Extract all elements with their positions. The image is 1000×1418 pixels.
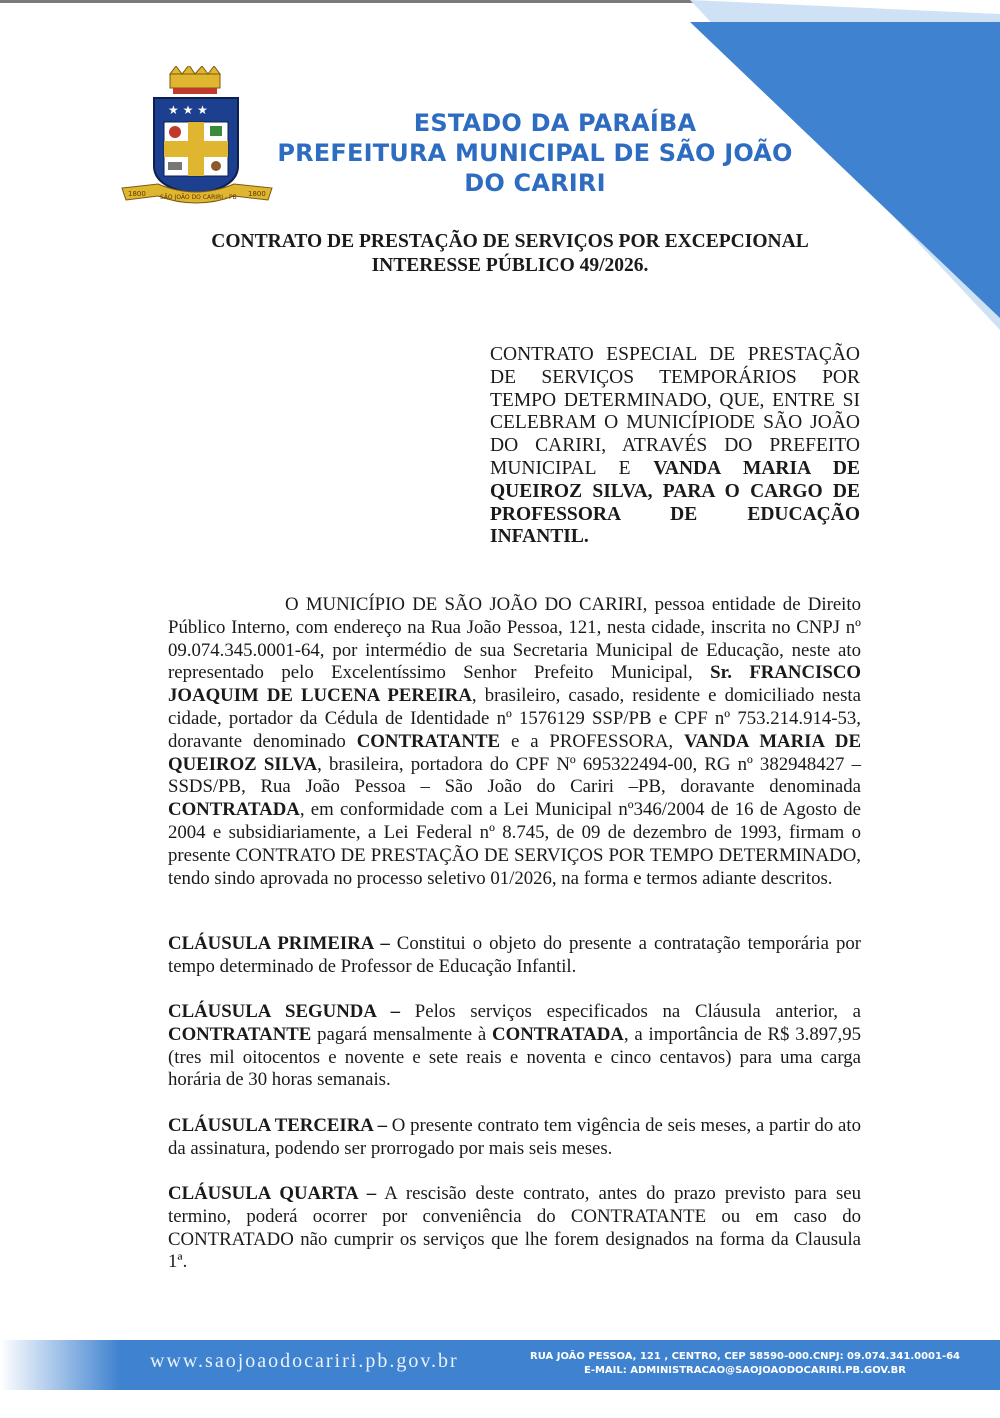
clause-first [168, 933, 861, 979]
summary-text: MUNICIPAL E [490, 457, 654, 479]
contratante-label: CONTRATANTE [356, 730, 501, 752]
title-line-2: INTERESSE PÚBLICO 49/2026. [371, 255, 649, 276]
summary-bold: QUEIROZ SILVA, PARA O CARGO DE [490, 480, 860, 502]
clause-text: , a importância de R$ 3.897,95 (tres mil oitocentos e novente e sete reais e noventa e cinco centavos) para uma carga horária de 30 horas semanais. [168, 1023, 861, 1091]
footer-email[interactable]: E-MAIL: ADMINISTRACAO@SAOJOAODOCARIRI.PB.GOV.BR [583, 1365, 906, 1376]
clause-bold: CONTRATADA [492, 1023, 624, 1045]
clause-text: Pelos serviços especificados na Cláusula anterior, a [400, 1001, 862, 1022]
preamble-text: , em conformidade com a Lei Municipal nº346/2004 de 16 de Agosto de 2004 e subsidiariamente, a Lei Federal nº 8.745, de 09 de dezembro de 1993, firmam o presente CONTRATO DE PRESTAÇÃO DE SERVIÇOS POR TEMPO DETERMINADO, tendo sindo aprovada no processo seletivo 01/2026, na forma e termos adiante descritos. [168, 799, 861, 889]
preamble-text: e a PROFESSORA, [500, 730, 685, 752]
summary-line [490, 504, 860, 527]
summary-line: DO CARIRI, ATRAVÉS DO PREFEITO [490, 435, 860, 457]
clause-third [168, 1115, 861, 1161]
preamble-text: O MUNICÍPIO DE SÃO JOÃO DO CARIRI, pessoa entidade de Direito Público Interno, com endereço na Rua João Pessoa, 121, nesta cidade, inscrita no CNPJ nº 09.074.345.0001-64, por intermédio de sua Secretaria Municipal de Educação, neste ato representado pelo Excelentíssimo Senhor Prefeito Municipal, [168, 594, 861, 684]
svg-text:1800: 1800 [128, 190, 146, 198]
svg-text:SÃO JOÃO DO CARIRI - PB: SÃO JOÃO DO CARIRI - PB [160, 194, 237, 201]
contratada-label: CONTRATADA [168, 799, 300, 821]
teacher-name: VANDA MARIA DE QUEIROZ SILVA [168, 730, 862, 775]
clause-heading: CLÁUSULA TERCEIRA – [168, 1115, 387, 1136]
clause-second [168, 1001, 861, 1092]
preamble-paragraph [168, 594, 861, 890]
clause-text: O presente contrato tem vigência de seis meses, a partir do ato da assinatura, podendo ser prorrogado por mais seis meses. [168, 1115, 861, 1159]
footer-contact [530, 1350, 960, 1378]
contract-title [160, 230, 860, 278]
svg-text:1800: 1800 [248, 190, 266, 198]
summary-bold: INFANTIL. [490, 526, 589, 548]
summary-line: CONTRATO ESPECIAL DE PRESTAÇÃO [490, 344, 860, 365]
municipal-crest-icon [118, 66, 278, 206]
clause-bold: CONTRATANTE [168, 1023, 312, 1045]
contract-summary [490, 344, 860, 549]
summary-line [490, 458, 860, 481]
clause-heading: CLÁUSULA QUARTA – [168, 1183, 377, 1204]
svg-text:★ ★ ★: ★ ★ ★ [168, 103, 208, 117]
clause-text: A rescisão deste contrato, antes do prazo previsto para seu termino, poderá ocorrer por conveniência do CONTRATANTE ou em caso do CONTRATADO não cumprir os serviços que lhe forem designados na forma da Clausula 1ª. [168, 1183, 861, 1273]
clause-text: pagará mensalmente à [311, 1023, 493, 1045]
letterhead [265, 108, 805, 198]
clause-heading: CLÁUSULA SEGUNDA – [168, 1001, 401, 1022]
summary-line [490, 481, 860, 504]
state-name: ESTADO DA PARAÍBA [413, 109, 697, 137]
summary-line: TEMPO DETERMINADO, QUE, ENTRE SI [490, 389, 860, 411]
footer-address: RUA JOÃO PESSOA, 121 , CENTRO, CEP 58590-000.CNPJ: 09.074.341.0001-64 [530, 1351, 961, 1362]
summary-line: CELEBRAM O MUNICÍPIODE SÃO JOÃO [490, 412, 860, 434]
mayor-name: Sr. FRANCISCO JOAQUIM DE LUCENA PEREIRA [168, 662, 861, 707]
preamble-text: , brasileira, portadora do CPF Nº 695322494-00, RG nº 382948427 – SSDS/PB, Rua João Pessoa – São João do Cariri –PB, doravante denominada [168, 753, 862, 798]
prefeitura-name: PREFEITURA MUNICIPAL DE SÃO JOÃO DO CARIRI [277, 139, 793, 197]
website-link[interactable]: www.saojoaodocariri.pb.gov.br [150, 1350, 459, 1372]
preamble-text: , brasileiro, casado, residente e domiciliado nesta cidade, portador da Cédula de Identidade nº 1576129 SSP/PB e CPF nº 753.214.914-53, doravante denominado [168, 685, 861, 752]
summary-bold: PROFESSORA DE EDUCAÇÃO [490, 503, 860, 525]
clause-heading: CLÁUSULA PRIMEIRA – [168, 933, 390, 954]
clause-text: Constitui o objeto do presente a contratação temporária por tempo determinado de Professor de Educação Infantil. [168, 933, 861, 977]
clause-fourth [168, 1183, 861, 1274]
summary-bold: VANDA MARIA DE [653, 457, 860, 479]
summary-line [490, 526, 860, 549]
summary-line: DE SERVIÇOS TEMPORÁRIOS POR [490, 366, 860, 388]
title-line-1: CONTRATO DE PRESTAÇÃO DE SERVIÇOS POR EXCEPCIONAL [211, 231, 809, 252]
footer-fade [0, 1340, 120, 1390]
